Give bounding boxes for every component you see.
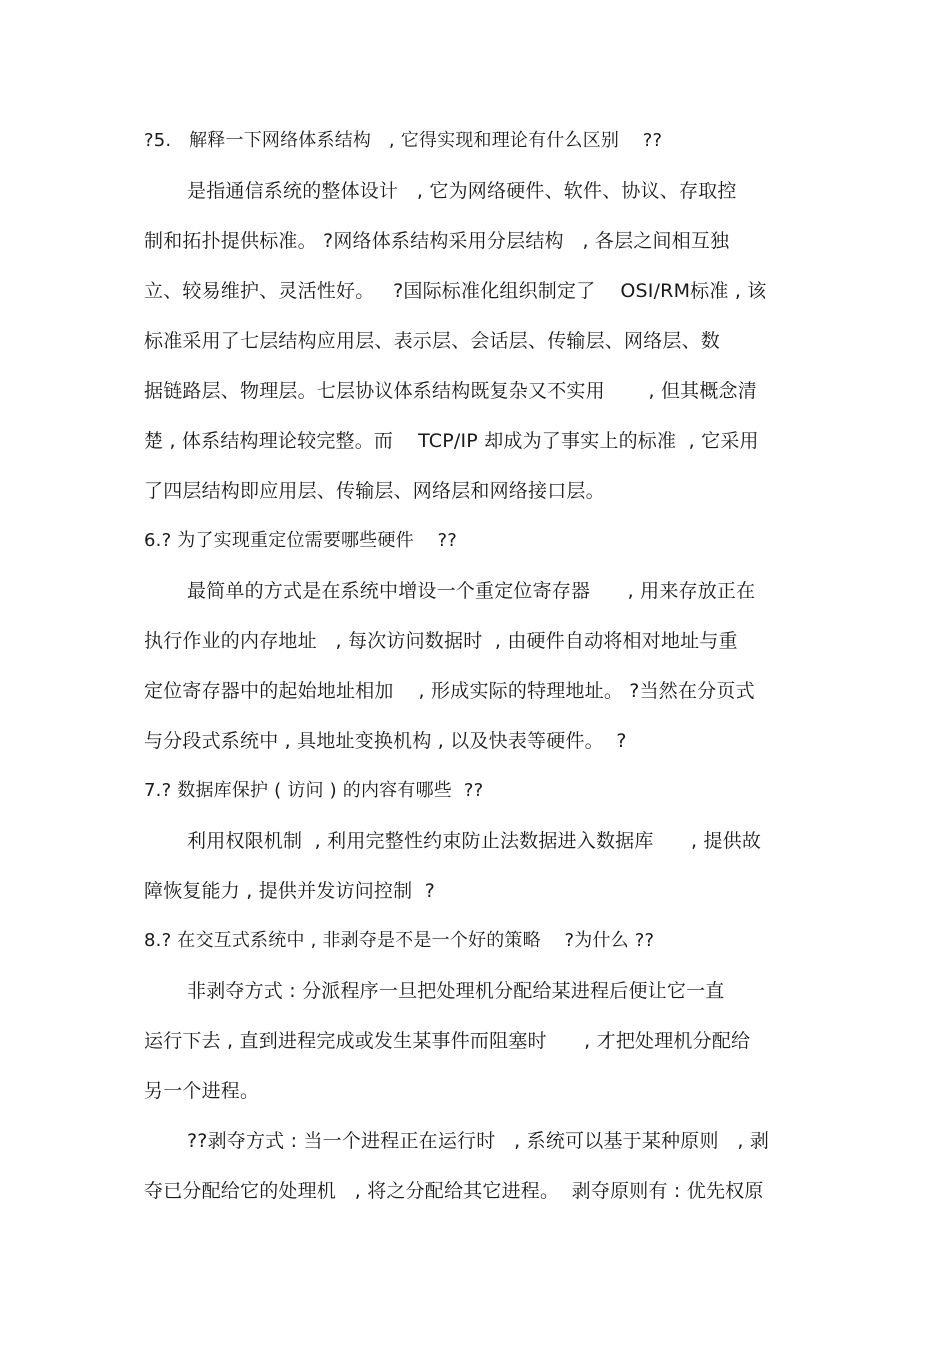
answer-8-line-2: 运行下去 , 直到进程完成或发生某事件而阻塞时 , 才把处理机分配给 bbox=[144, 1030, 751, 1052]
answer-7-line-1: 利用权限机制 , 利用完整性约束防止法数据进入数据库 , 提供故 bbox=[187, 830, 762, 852]
answer-5-line-4: 标准采用了七层结构应用层、表示层、会话层、传输层、网络层、数 bbox=[144, 330, 721, 352]
answer-6-line-1: 最简单的方式是在系统中增设一个重定位寄存器 , 用来存放正在 bbox=[187, 580, 756, 602]
answer-6-line-2: 执行作业的内存地址 , 每次访问数据时 , 由硬件自动将相对地址与重 bbox=[144, 630, 738, 652]
question-7-heading: 7.? 数据库保护 ( 访问 ) 的内容有哪些 ?? bbox=[144, 780, 484, 801]
answer-5-line-7: 了四层结构即应用层、传输层、网络层和网络接口层。 bbox=[144, 480, 605, 502]
answer-8-line-5: 夺已分配给它的处理机 , 将之分配给其它进程。 剥夺原则有 : 优先权原 bbox=[144, 1180, 764, 1202]
answer-8-line-4: ??剥夺方式 : 当一个进程正在运行时 , 系统可以基于某种原则 , 剥 bbox=[187, 1130, 770, 1152]
answer-5-line-5: 据链路层、物理层。七层协议体系结构既复杂又不实用 , 但其概念清 bbox=[144, 380, 757, 402]
answer-5-line-6: 楚 , 体系结构理论较完整。而 TCP/IP 却成为了事实上的标准 , 它采用 bbox=[144, 430, 759, 452]
answer-5-line-3: 立、较易维护、灵活性好。 ?国际标准化组织制定了 OSI/RM标准 , 该 bbox=[144, 280, 767, 302]
answer-5-line-2: 制和拓扑提供标准。 ?网络体系结构采用分层结构 , 各层之间相互独 bbox=[144, 230, 730, 252]
answer-8-line-3: 另一个进程。 bbox=[144, 1080, 260, 1102]
answer-8-line-1: 非剥夺方式 : 分派程序一旦把处理机分配给某进程后便让它一直 bbox=[187, 980, 725, 1002]
answer-6-line-3: 定位寄存器中的起始地址相加 , 形成实际的特理地址。 ?当然在分页式 bbox=[144, 680, 755, 702]
question-8-heading: 8.? 在交互式系统中 , 非剥夺是不是一个好的策略 ?为什么 ?? bbox=[144, 930, 655, 951]
question-5-heading: ?5. 解释一下网络体系结构 , 它得实现和理论有什么区别 ?? bbox=[144, 130, 663, 151]
answer-6-line-4: 与分段式系统中 , 具地址变换机构 , 以及快表等硬件。 ? bbox=[144, 730, 627, 752]
answer-5-line-1: 是指通信系统的整体设计 , 它为网络硬件、软件、协议、存取控 bbox=[187, 180, 737, 202]
question-6-heading: 6.? 为了实现重定位需要哪些硬件 ?? bbox=[144, 530, 458, 551]
answer-7-line-2: 障恢复能力 , 提供并发访问控制 ? bbox=[144, 880, 436, 902]
